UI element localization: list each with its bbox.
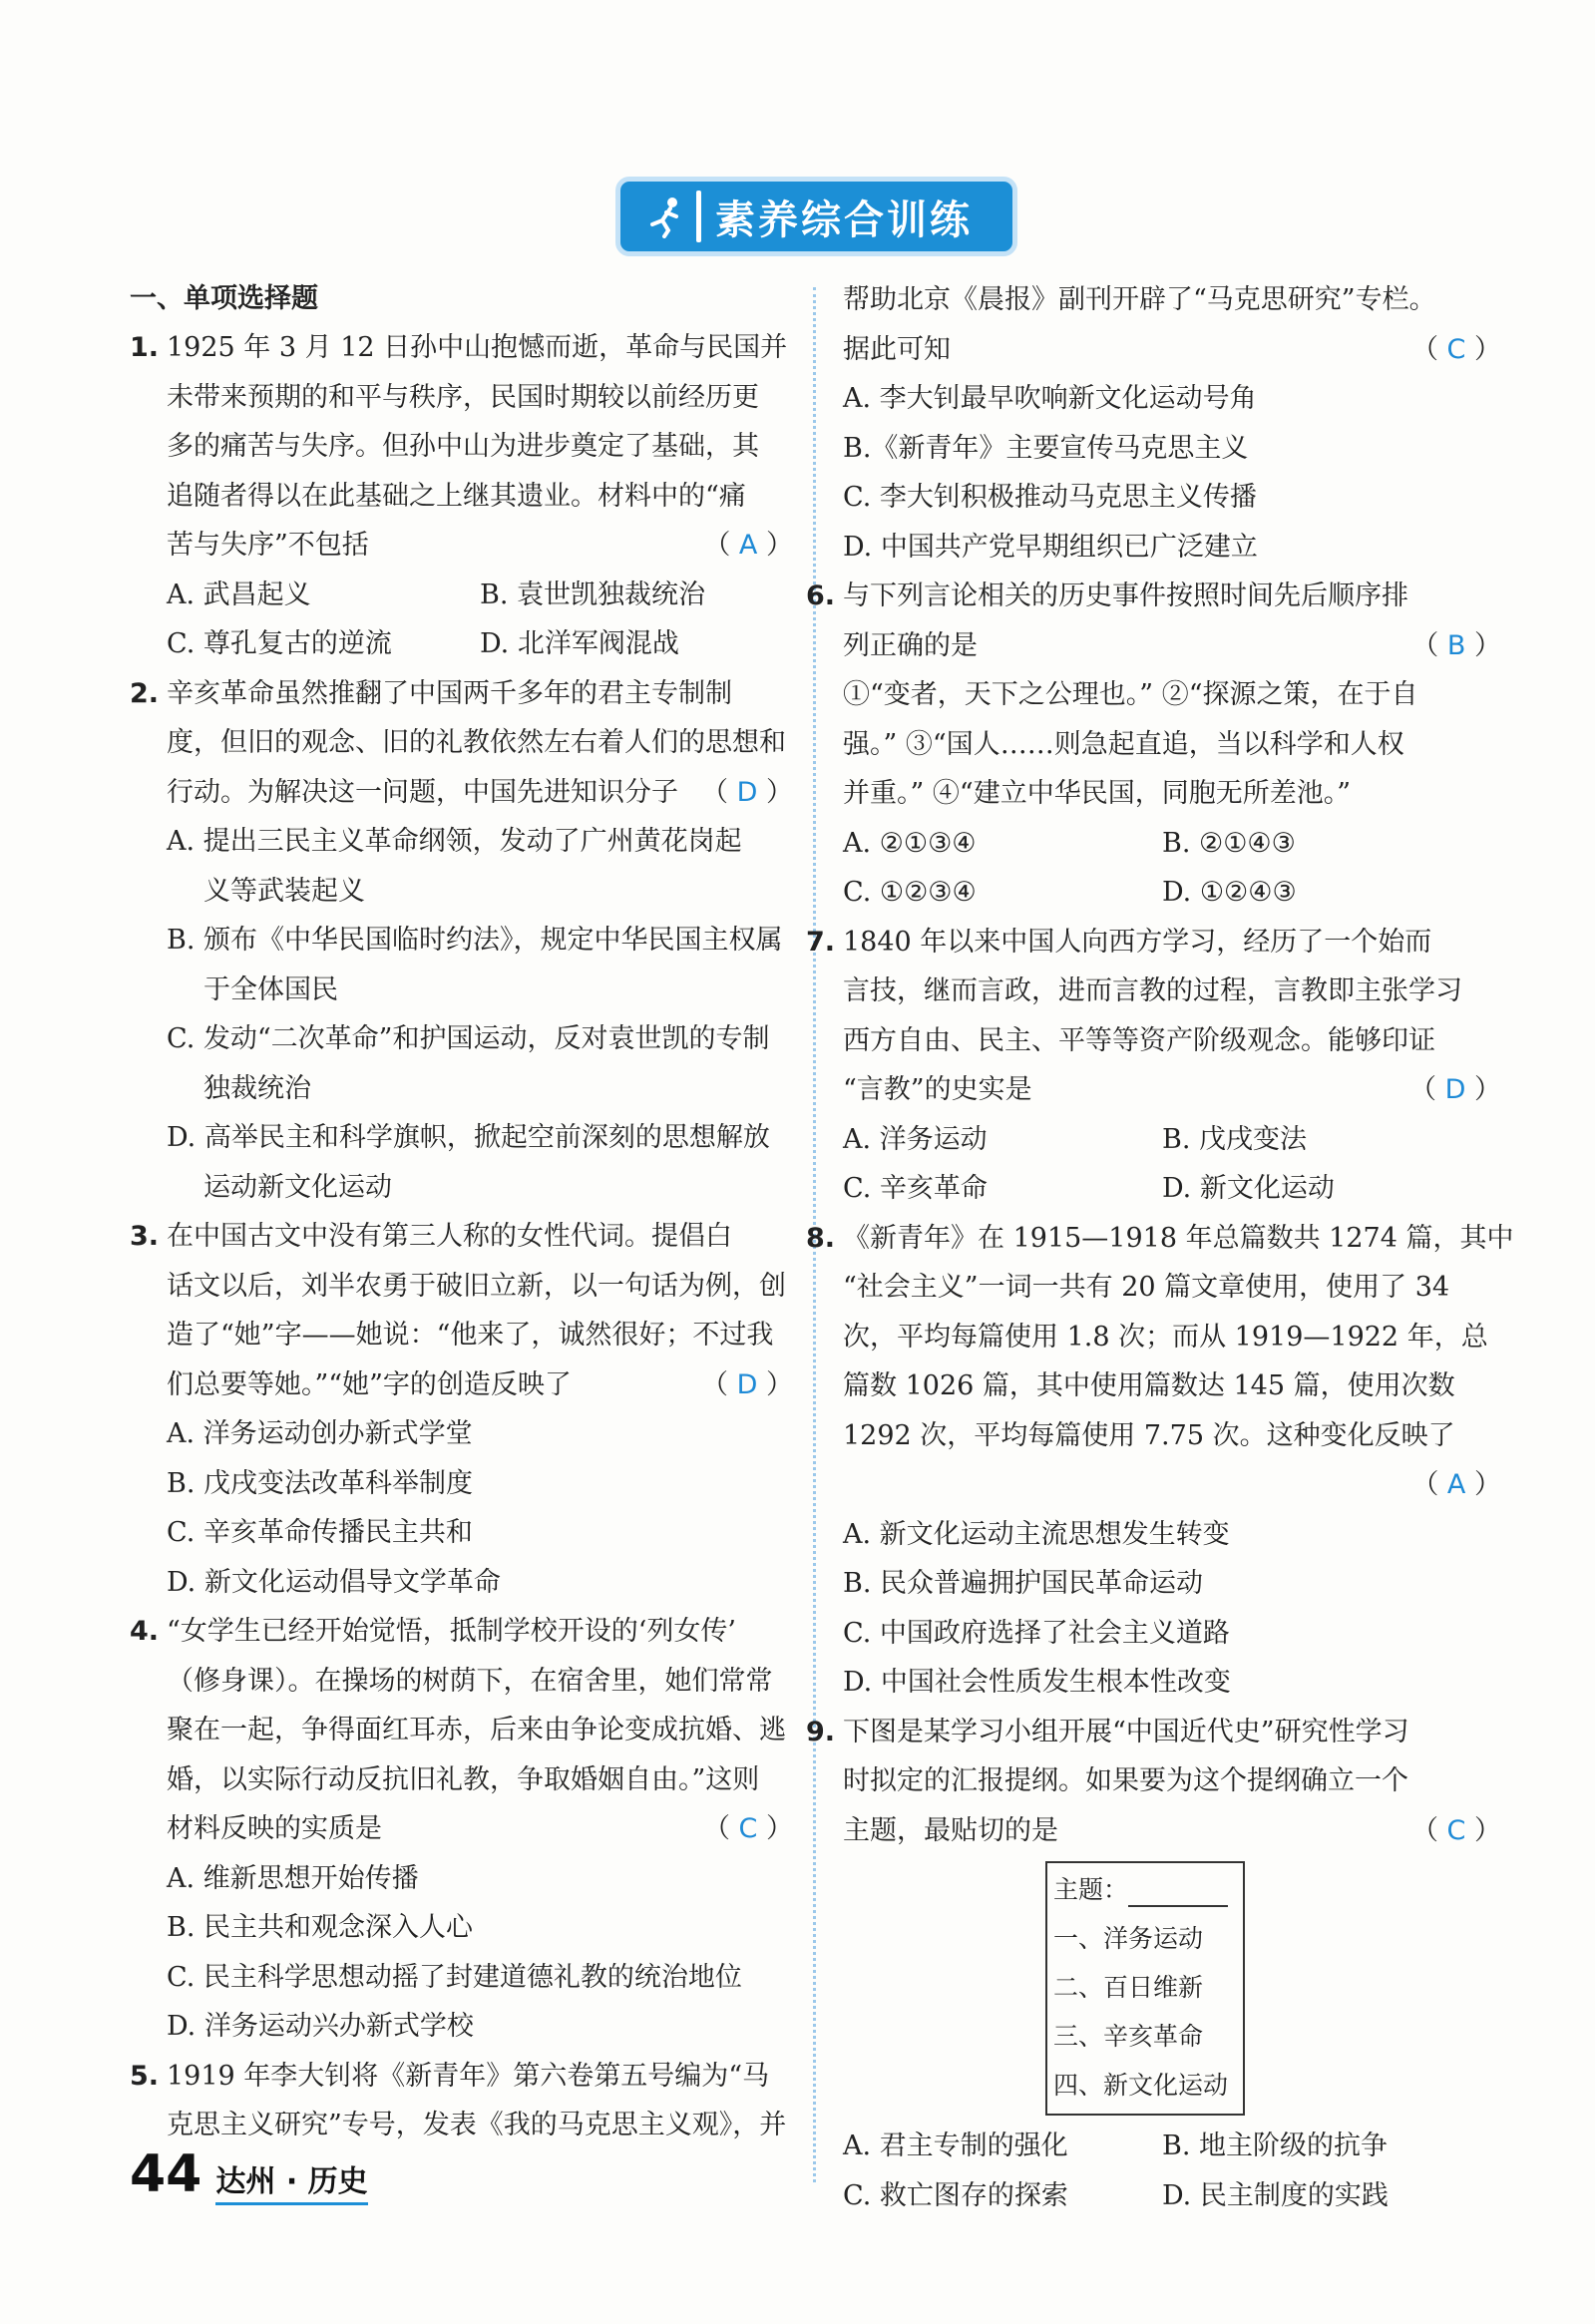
answer-bracket: （ D ） [701,776,793,808]
banner-divider [696,191,701,242]
section-banner [615,177,1017,256]
answer-letter: D [1444,1074,1466,1105]
option-a[interactable]: A. 洋务运动创办新式学堂 [167,1418,473,1449]
option-d[interactable]: D. ①②④③ [1162,877,1297,908]
outline-item: 一、洋务运动 [1053,1924,1204,1953]
option-a[interactable]: A. 李大钊最早吹响新文化运动号角 [843,383,1257,414]
question-text: 据此可知 [843,333,951,365]
outline-item: 三、辛亥革命 [1053,2022,1204,2051]
answer-letter: C [738,1813,758,1844]
question-text: 并重。” ④“建立中华民国，同胞无所差池。” [843,778,1351,809]
answer-bracket: （ A ） [703,530,793,561]
question-text: 下图是某学习小组开展“中国近代史”研究性学习 [843,1716,1409,1747]
answer-bracket: （ D ） [1409,1074,1501,1105]
question-text: 列正确的是 [843,629,978,661]
option-b[interactable]: B. 民主共和观念深入人心 [167,1912,474,1943]
option-d[interactable]: D. 中国社会性质发生根本性改变 [843,1667,1231,1698]
question-4 [130,1607,793,2052]
option-c[interactable]: C. 辛亥革命 [843,1173,988,1204]
option-a[interactable]: A. 新文化运动主流思想发生转变 [843,1518,1230,1550]
option-c[interactable]: C. 李大钊积极推动马克思主义传播 [843,482,1257,513]
option-c[interactable]: C. 中国政府选择了社会主义道路 [843,1617,1230,1649]
option-d[interactable]: D. 中国共产党早期组织已广泛建立 [843,531,1258,563]
question-text: “言教”的史实是 [843,1074,1032,1105]
answer-bracket: （ D ） [701,1368,793,1400]
question-text: 《新青年》在 1915—1918 年总篇数共 1274 篇，其中 [843,1222,1514,1254]
answer-bracket: （ C ） [1410,1814,1501,1846]
option-b-cont[interactable]: 于全体国民 [203,973,338,1005]
question-number: 9. [806,1716,836,1747]
outline-label: 主题： [1053,1875,1129,1904]
question-number: 2. [130,677,160,709]
question-text: 言技，继而言政，进而言教的过程，言教即主张学习 [843,975,1462,1006]
question-text: 次，平均每篇使用 1.8 次；而从 1919—1922 年，总 [843,1321,1488,1353]
question-text: 篇数 1026 篇，其中使用篇数达 145 篇，使用次数 [843,1370,1455,1401]
question-number: 7. [806,926,836,958]
question-number: 3. [130,1221,160,1252]
question-text: 苦与失序”不包括 [167,530,369,561]
question-3 [130,1212,793,1607]
footer-brand: 达州 · 历史 [215,2156,367,2205]
option-a[interactable]: A. 维新思想开始传播 [167,1862,419,1894]
outline-blank [1128,1877,1228,1907]
question-text: ①“变者，天下之公理也。” ②“探源之策，在于自 [843,679,1418,710]
answer-letter: D [736,1368,758,1400]
answer-letter: A [738,530,758,561]
question-number: 5. [130,2060,160,2092]
page-number: 44 [130,2144,202,2204]
question-5 [130,2052,793,2150]
option-row [806,2171,1501,2221]
option-row [806,819,1501,869]
option-row [130,619,793,669]
option-d[interactable]: D. 新文化运动倡导文学革命 [167,1566,501,1598]
question-text: “女学生已经开始觉悟，抵制学校开设的‘列女传’ [167,1616,736,1647]
option-c[interactable]: C. 辛亥革命传播民主共和 [167,1517,473,1548]
answer-bracket: （ B ） [1411,629,1501,661]
option-d-cont[interactable]: 运动新文化运动 [203,1171,392,1203]
answer-bracket: （ A ） [1411,1469,1501,1500]
option-c[interactable]: C. 救亡图存的探索 [843,2179,1068,2211]
option-row [130,571,793,620]
question-number: 6. [806,581,836,611]
answer-letter: C [1446,1814,1466,1846]
outline-box [1045,1861,1245,2116]
question-1 [130,323,793,669]
option-a[interactable]: A. 君主专制的强化 [843,2130,1068,2161]
option-b[interactable]: B.《新青年》主要宣传马克思主义 [843,432,1249,464]
option-d[interactable]: D. 新文化运动 [1162,1173,1335,1204]
option-a[interactable]: A. ②①③④ [843,827,977,859]
outline-item: 二、百日维新 [1053,1973,1204,2002]
question-text: 未带来预期的和平与秩序，民国时期较以前经历更 [167,381,759,413]
option-c[interactable]: C. ①②③④ [843,877,977,908]
question-text: 克思主义研究”专号，发表《我的马克思主义观》，并 [167,2110,787,2140]
question-7 [806,918,1501,1214]
option-c[interactable]: C. 民主科学思想动摇了封建道德礼教的统治地位 [167,1961,742,1993]
question-text: 辛亥革命虽然推翻了中国两千多年的君主专制制 [167,677,732,709]
section-title: 一、单项选择题 [130,283,318,314]
answer-bracket: （ C ） [702,1813,793,1844]
question-5-continued [843,275,1501,572]
option-a[interactable]: A. 提出三民主义革命纲领，发动了广州黄花岗起 [167,826,742,857]
question-6 [806,572,1501,918]
question-text: 婚，以实际行动反抗旧礼教，争取婚姻自由。”这则 [167,1763,760,1795]
option-row [806,2122,1501,2171]
walking-figure-icon [642,194,686,238]
question-text: 聚在一起，争得面红耳赤，后来由争论变成抗婚、逃 [167,1715,786,1745]
left-column [130,275,793,2150]
question-text: 行动。为解决这一问题，中国先进知识分子 [167,776,678,808]
option-b[interactable]: B. 颁布《中华民国临时约法》，规定中华民国主权属 [167,925,783,956]
answer-letter: B [1446,629,1466,661]
question-text: 时拟定的汇报提纲。如果要为这个提纲确立一个 [843,1765,1408,1796]
option-c[interactable]: C. 尊孔复古的逆流 [167,628,392,659]
option-b[interactable]: B. ②①④③ [1162,827,1296,859]
option-b[interactable]: B. 戊戌变法改革科举制度 [167,1467,474,1499]
option-d[interactable]: D. 北洋军阀混战 [480,628,679,659]
option-b[interactable]: B. 戊戌变法 [1162,1123,1308,1155]
option-d[interactable]: D. 民主制度的实践 [1162,2179,1389,2211]
option-row [806,1115,1501,1165]
question-text: 1840 年以来中国人向西方学习，经历了一个始而 [843,926,1432,958]
question-2 [130,669,793,1213]
question-text: 造了“她”字——她说：“他来了，诚然很好；不过我 [167,1320,774,1351]
question-9 [806,1708,1501,2221]
option-c[interactable]: C. 发动“二次革命”和护国运动，反对袁世凯的专制 [167,1023,770,1054]
answer-letter: C [1446,333,1466,365]
question-number: 4. [130,1616,160,1647]
answer-bracket: （ C ） [1410,333,1501,365]
question-text: 多的痛苦与失序。但孙中山为进步奠定了基础，其 [167,431,759,462]
question-text: （修身课）。在操场的树荫下，在宿舍里，她们常常 [167,1665,773,1697]
question-text: “社会主义”一词一共有 20 篇文章使用，使用了 34 [843,1272,1450,1303]
option-c-cont[interactable]: 独裁统治 [203,1072,311,1104]
question-text: 在中国古文中没有第三人称的女性代词。提倡白 [167,1221,732,1252]
question-text: 度，但旧的观念、旧的礼教依然左右着人们的思想和 [167,727,786,758]
option-a-cont[interactable]: 义等武装起义 [203,875,365,907]
question-text: 与下列言论相关的历史事件按照时间先后顺序排 [843,581,1408,611]
question-number: 8. [806,1222,836,1254]
question-text: 1292 次，平均每篇使用 7.75 次。这种变化反映了 [843,1419,1455,1451]
option-row [806,1164,1501,1214]
option-d[interactable]: D. 洋务运动兴办新式学校 [167,2011,474,2042]
question-text: 帮助北京《晨报》副刊开辟了“马克思研究”专栏。 [843,284,1436,315]
question-text: 话文以后，刘半农勇于破旧立新，以一句话为例，创 [167,1270,786,1302]
question-text: 1925 年 3 月 12 日孙中山抱憾而逝，革命与民国并 [167,332,788,363]
question-text: 们总要等她。”“她”字的创造反映了 [167,1368,572,1400]
question-text: 西方自由、民主、平等等资产阶级观念。能够印证 [843,1024,1435,1056]
question-text: 材料反映的实质是 [167,1813,382,1844]
question-text: 追随者得以在此基础之上继其遗业。材料中的“痛 [167,480,746,512]
option-row [806,868,1501,918]
outline-item: 四、新文化运动 [1053,2071,1229,2100]
option-b[interactable]: B. 袁世凯独裁统治 [480,579,706,610]
answer-letter: D [736,776,758,808]
banner-title: 素养综合训练 [715,196,973,243]
option-b[interactable]: B. 民众普遍拥护国民革命运动 [843,1568,1204,1599]
question-number: 1. [130,332,160,363]
question-text: 主题，最贴切的是 [843,1814,1058,1846]
option-a[interactable]: A. 洋务运动 [843,1123,988,1155]
option-a[interactable]: A. 武昌起义 [167,579,311,610]
option-d[interactable]: D. 高举民主和科学旗帜，掀起空前深刻的思想解放 [167,1122,770,1153]
question-8 [806,1214,1514,1708]
option-b[interactable]: B. 地主阶级的抗争 [1162,2130,1389,2161]
question-text: 强。” ③“国人……则急起直追，当以科学和人权 [843,728,1404,760]
page-footer [130,2144,368,2205]
answer-letter: A [1446,1469,1466,1500]
question-text: 1919 年李大钊将《新青年》第六卷第五号编为“马 [167,2060,770,2092]
right-column [806,275,1514,2220]
